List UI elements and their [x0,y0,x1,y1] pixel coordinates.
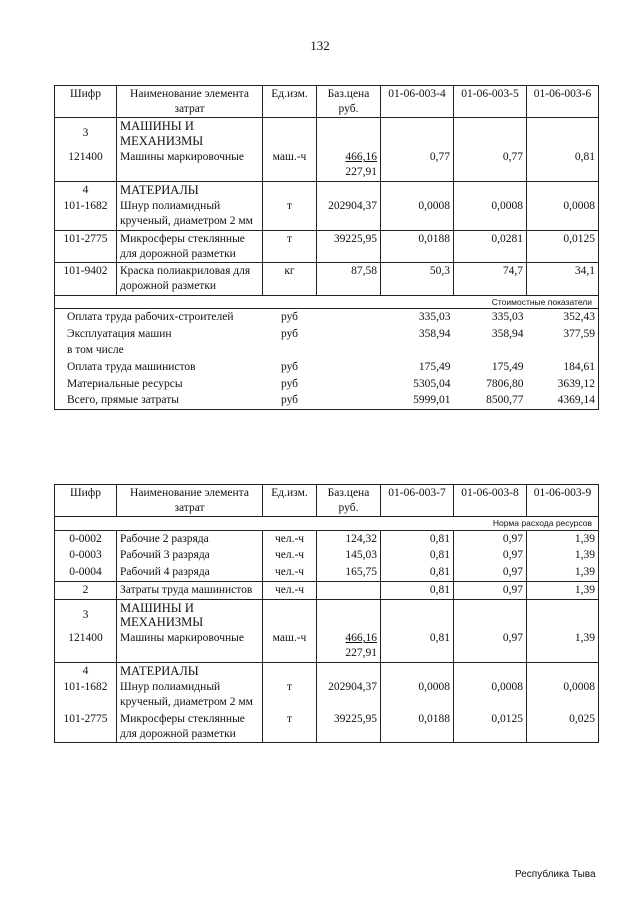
section-number: 4 [55,662,117,679]
cost-indicators-row [55,295,599,308]
row-name: Рабочий 4 разряда [117,564,263,581]
table-row [55,547,599,564]
header-code: Шифр [55,485,117,517]
row-code: 101-2775 [55,711,117,743]
summary-value: 184,61 [527,359,599,376]
row-code: 121400 [55,149,117,181]
page-number: 132 [310,38,330,53]
row-price: 202904,37 [317,198,381,230]
row-unit: чел.-ч [263,581,317,599]
row-code: 101-1682 [55,198,117,230]
row-value: 0,0008 [527,198,599,230]
footer-region: Республика Тыва [515,869,596,880]
summary-value: 4369,14 [527,392,599,409]
row-name: Машины маркировочные [117,630,263,662]
row-name: Машины маркировочные [117,149,263,181]
section-number: 3 [55,118,117,149]
row-price: 39225,95 [317,711,381,743]
row-value: 0,0008 [381,679,454,710]
row-value: 0,97 [454,630,527,662]
row-value: 0,0008 [454,679,527,710]
table-row [55,149,599,181]
row-value: 0,0188 [381,711,454,743]
row-value: 1,39 [527,547,599,564]
table-header-row [55,485,599,517]
row-value: 0,0008 [527,679,599,710]
table-row [55,230,599,262]
cost-indicators-label: Стоимостные показатели [55,295,599,308]
row-unit: чел.-ч [263,547,317,564]
table-header-row [55,86,599,118]
section-number: 3 [55,599,117,630]
row-unit: т [263,679,317,710]
row-value: 0,025 [527,711,599,743]
row-unit: т [263,198,317,230]
row-value: 50,3 [381,263,454,295]
summary-value: 377,59 [527,326,599,343]
row-unit: маш.-ч [263,630,317,662]
row-value: 0,0188 [381,230,454,262]
row-unit: т [263,230,317,262]
row-code: 101-9402 [55,263,117,295]
header-col-3: 01-06-003-6 [527,86,599,118]
summary-unit: руб [280,327,299,340]
summary-row [55,376,599,393]
header-price: Баз.цена руб. [317,485,381,517]
row-code: 121400 [55,630,117,662]
summary-value: 5305,04 [413,377,451,390]
resource-table-1 [54,85,599,410]
row-name: Затраты труда машинистов [117,581,263,599]
row-price: 165,75 [317,564,381,581]
header-name: Наименование элемента затрат [117,86,263,118]
row-value: 1,39 [527,581,599,599]
summary-value: 335,03 [454,308,527,325]
row-value: 1,39 [527,630,599,662]
row-value: 0,81 [381,547,454,564]
table-row [55,263,599,295]
table-row [55,564,599,581]
row-code: 0-0002 [55,530,117,547]
norm-row [55,517,599,530]
table-row [55,679,599,710]
summary-name: Оплата труда машинистов [55,359,263,376]
summary-value: 175,49 [418,361,451,373]
row-price: 145,03 [317,547,381,564]
summary-value: 5999,01 [381,392,454,409]
section-number: 4 [55,181,117,198]
row-price: 87,58 [317,263,381,295]
header-name: Наименование элемента затрат [117,485,263,517]
row-value: 0,97 [454,564,527,581]
table-row [55,181,599,198]
row-value: 0,81 [381,581,454,599]
row-name: Шнур полиамидный крученый, диаметром 2 мм [117,198,263,230]
norm-label: Норма расхода ресурсов [55,517,599,530]
summary-value: 358,94 [418,327,451,340]
section-title: МАШИНЫ И МЕХАНИЗМЫ [117,599,263,630]
summary-name: в том числе [55,342,263,359]
header-price: Баз.цена руб. [317,86,381,118]
row-code: 101-1682 [55,679,117,710]
summary-name: Всего, прямые затраты [55,392,263,409]
summary-row [55,392,599,409]
summary-value: 3639,12 [527,376,599,393]
row-name: Микросферы стеклянные для дорожной разметки [117,711,263,743]
header-col-2: 01-06-003-5 [454,86,527,118]
row-name: Рабочие 2 разряда [117,530,263,547]
header-col-3: 01-06-003-9 [527,485,599,517]
row-value: 0,0281 [454,230,527,262]
table-row [55,630,599,662]
row-price: 39225,95 [317,230,381,262]
summary-unit: руб [280,377,299,390]
summary-value: 352,43 [527,308,599,325]
resource-table-2 [54,484,599,743]
summary-row [55,326,599,343]
row-name: Рабочий 3 разряда [117,547,263,564]
table-row [55,662,599,679]
header-code: Шифр [55,86,117,118]
header-col-2: 01-06-003-8 [454,485,527,517]
summary-value: 7806,80 [486,377,524,390]
row-unit: т [263,711,317,743]
row-value: 0,97 [454,530,527,547]
section-title: МАШИНЫ И МЕХАНИЗМЫ [117,118,263,149]
table-row [55,581,599,599]
row-price: 466,16 227,91 [317,149,381,181]
summary-value: 358,94 [491,327,524,340]
row-value: 74,7 [454,263,527,295]
summary-name: Эксплуатация машин [55,326,263,343]
table-row [55,198,599,230]
row-value: 1,39 [527,530,599,547]
table-row [55,118,599,149]
row-value: 0,0008 [381,198,454,230]
summary-unit: руб [263,392,317,409]
header-col-1: 01-06-003-4 [381,86,454,118]
row-value: 0,77 [381,149,454,181]
row-value: 0,97 [454,581,527,599]
row-code: 101-2775 [55,230,117,262]
table-row [55,599,599,630]
summary-name: Материальные ресурсы [55,376,263,393]
summary-row [55,342,599,359]
header-unit: Ед.изм. [263,86,317,118]
row-unit: чел.-ч [263,564,317,581]
summary-value: 175,49 [491,361,524,373]
row-price: 202904,37 [317,679,381,710]
header-unit: Ед.изм. [263,485,317,517]
summary-row [55,308,599,325]
row-price: 466,16 227,91 [317,630,381,662]
row-unit: кг [263,263,317,295]
summary-value: 8500,77 [454,392,527,409]
table-row [55,711,599,743]
row-code: 0-0004 [55,564,117,581]
section-number: 2 [55,581,117,599]
row-name: Краска полиакриловая для дорожной разметки [117,263,263,295]
summary-unit: руб [280,361,299,373]
row-unit: чел.-ч [263,530,317,547]
row-code: 0-0003 [55,547,117,564]
summary-unit: руб [263,308,317,325]
row-name: Микросферы стеклянные для дорожной разметки [117,230,263,262]
section-title: МАТЕРИАЛЫ [117,662,263,679]
row-value: 0,77 [454,149,527,181]
table-row [55,530,599,547]
summary-row [55,359,599,376]
row-value: 0,81 [381,564,454,581]
row-value: 0,81 [381,630,454,662]
row-value: 0,97 [454,547,527,564]
section-title: МАТЕРИАЛЫ [117,181,263,198]
summary-value: 335,03 [381,308,454,325]
row-price: 124,32 [317,530,381,547]
row-unit: маш.-ч [263,149,317,181]
row-value: 0,81 [381,530,454,547]
row-name: Шнур полиамидный крученый, диаметром 2 мм [117,679,263,710]
header-col-1: 01-06-003-7 [381,485,454,517]
summary-name: Оплата труда рабочих-строителей [55,308,263,325]
row-value: 0,0125 [454,711,527,743]
row-value: 0,0008 [454,198,527,230]
row-value: 34,1 [527,263,599,295]
row-value: 0,0125 [527,230,599,262]
row-value: 0,81 [527,149,599,181]
row-value: 1,39 [527,564,599,581]
